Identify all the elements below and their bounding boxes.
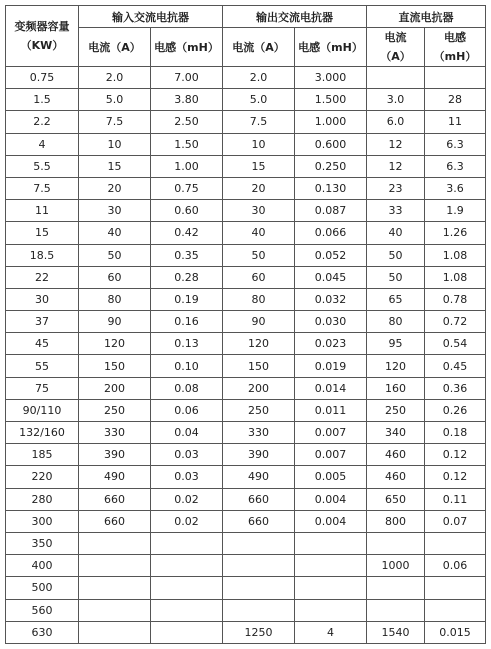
dc-current-cell: 40: [367, 222, 425, 244]
output-inductance-cell: 3.000: [295, 67, 367, 89]
table-row: [6, 200, 486, 222]
output-current-cell: 80: [223, 288, 295, 310]
output-inductance-cell: 4: [295, 621, 367, 643]
dc-inductance-unit: （mH）: [433, 50, 477, 63]
input-inductance-cell: [151, 621, 223, 643]
output-current-cell: 390: [223, 444, 295, 466]
output-inductance-cell: 0.087: [295, 200, 367, 222]
dc-inductance-cell: 1.26: [425, 222, 486, 244]
output-inductance-cell: 0.045: [295, 266, 367, 288]
capacity-cell: 400: [6, 555, 79, 577]
output-current-cell: 250: [223, 399, 295, 421]
capacity-cell: 280: [6, 488, 79, 510]
dc-current-cell: 50: [367, 266, 425, 288]
dc-current-cell: 120: [367, 355, 425, 377]
table-row: [6, 577, 486, 599]
output-current-cell: 20: [223, 177, 295, 199]
dc-current-header: [367, 28, 425, 67]
table-row: [6, 111, 486, 133]
capacity-cell: 45: [6, 333, 79, 355]
capacity-cell: 37: [6, 311, 79, 333]
output-current-cell: 120: [223, 333, 295, 355]
dc-inductance-cell: 0.18: [425, 422, 486, 444]
capacity-cell: 220: [6, 466, 79, 488]
output-inductance-cell: [295, 577, 367, 599]
output-inductance-cell: 0.011: [295, 399, 367, 421]
dc-current-cell: 650: [367, 488, 425, 510]
input-current-cell: 120: [79, 333, 151, 355]
table-row: [6, 222, 486, 244]
input-inductance-cell: 0.03: [151, 466, 223, 488]
dc-inductance-cell: 1.08: [425, 266, 486, 288]
output-current-cell: 2.0: [223, 67, 295, 89]
dc-inductance-label: 电感: [444, 31, 466, 44]
table-row: [6, 266, 486, 288]
input-current-cell: 60: [79, 266, 151, 288]
table-row: [6, 555, 486, 577]
input-current-cell: 5.0: [79, 89, 151, 111]
dc-current-cell: 50: [367, 244, 425, 266]
input-inductance-cell: 2.50: [151, 111, 223, 133]
input-current-cell: 390: [79, 444, 151, 466]
dc-current-cell: 33: [367, 200, 425, 222]
input-current-header: 电流（A）: [79, 28, 151, 67]
input-current-cell: 50: [79, 244, 151, 266]
input-inductance-cell: 0.60: [151, 200, 223, 222]
output-inductance-cell: 0.007: [295, 444, 367, 466]
dc-current-cell: 6.0: [367, 111, 425, 133]
capacity-cell: 300: [6, 510, 79, 532]
dc-inductance-cell: 0.54: [425, 333, 486, 355]
dc-inductance-cell: 0.015: [425, 621, 486, 643]
dc-current-cell: 250: [367, 399, 425, 421]
output-inductance-cell: 0.052: [295, 244, 367, 266]
dc-reactor-header: 直流电抗器: [367, 6, 486, 28]
table-row: [6, 599, 486, 621]
input-current-cell: 15: [79, 155, 151, 177]
capacity-cell: 1.5: [6, 89, 79, 111]
output-inductance-cell: 0.007: [295, 422, 367, 444]
dc-inductance-cell: [425, 577, 486, 599]
dc-current-cell: [367, 532, 425, 554]
capacity-label: 变频器容量: [14, 20, 70, 33]
output-current-cell: [223, 577, 295, 599]
capacity-cell: 30: [6, 288, 79, 310]
dc-current-cell: [367, 67, 425, 89]
output-inductance-cell: [295, 555, 367, 577]
dc-current-cell: [367, 577, 425, 599]
capacity-cell: 11: [6, 200, 79, 222]
table-row: [6, 89, 486, 111]
output-inductance-cell: 0.005: [295, 466, 367, 488]
input-inductance-cell: [151, 555, 223, 577]
dc-current-cell: 12: [367, 133, 425, 155]
output-inductance-cell: 1.500: [295, 89, 367, 111]
dc-inductance-cell: 0.45: [425, 355, 486, 377]
input-current-cell: [79, 555, 151, 577]
table-row: [6, 399, 486, 421]
input-inductance-cell: [151, 532, 223, 554]
dc-inductance-cell: [425, 67, 486, 89]
input-inductance-cell: 0.10: [151, 355, 223, 377]
output-inductance-cell: 0.130: [295, 177, 367, 199]
dc-current-cell: 23: [367, 177, 425, 199]
dc-current-cell: 3.0: [367, 89, 425, 111]
input-inductance-cell: 0.75: [151, 177, 223, 199]
dc-current-cell: 340: [367, 422, 425, 444]
input-inductance-cell: [151, 599, 223, 621]
dc-inductance-header: [425, 28, 486, 67]
table-row: [6, 311, 486, 333]
table-row: [6, 333, 486, 355]
table-row: [6, 466, 486, 488]
output-current-cell: 330: [223, 422, 295, 444]
capacity-cell: 2.2: [6, 111, 79, 133]
capacity-unit: （KW）: [20, 39, 64, 52]
table-row: [6, 377, 486, 399]
output-current-cell: 30: [223, 200, 295, 222]
capacity-cell: 18.5: [6, 244, 79, 266]
output-current-cell: 60: [223, 266, 295, 288]
output-current-cell: 15: [223, 155, 295, 177]
output-current-cell: 1250: [223, 621, 295, 643]
input-inductance-cell: 0.42: [151, 222, 223, 244]
input-current-cell: 10: [79, 133, 151, 155]
table-row: [6, 510, 486, 532]
output-current-cell: 10: [223, 133, 295, 155]
table-row: [6, 244, 486, 266]
output-inductance-cell: 0.004: [295, 510, 367, 532]
capacity-cell: 560: [6, 599, 79, 621]
output-inductance-cell: 0.600: [295, 133, 367, 155]
table-row: [6, 488, 486, 510]
input-inductance-cell: 0.19: [151, 288, 223, 310]
table-row: [6, 532, 486, 554]
capacity-cell: 15: [6, 222, 79, 244]
dc-current-cell: 80: [367, 311, 425, 333]
input-inductance-cell: 0.13: [151, 333, 223, 355]
output-current-cell: 200: [223, 377, 295, 399]
capacity-cell: 630: [6, 621, 79, 643]
table-row: [6, 177, 486, 199]
dc-inductance-cell: 0.78: [425, 288, 486, 310]
input-current-cell: [79, 621, 151, 643]
input-current-cell: 200: [79, 377, 151, 399]
dc-current-cell: 460: [367, 466, 425, 488]
capacity-cell: 132/160: [6, 422, 79, 444]
dc-current-cell: 800: [367, 510, 425, 532]
table-row: [6, 422, 486, 444]
dc-inductance-cell: 0.11: [425, 488, 486, 510]
input-current-cell: [79, 532, 151, 554]
output-current-cell: [223, 599, 295, 621]
dc-inductance-cell: 0.12: [425, 466, 486, 488]
output-current-cell: 90: [223, 311, 295, 333]
input-current-cell: 490: [79, 466, 151, 488]
input-current-cell: 20: [79, 177, 151, 199]
input-current-cell: 40: [79, 222, 151, 244]
input-current-cell: 150: [79, 355, 151, 377]
table-row: [6, 67, 486, 89]
output-inductance-cell: 0.250: [295, 155, 367, 177]
output-inductance-cell: [295, 532, 367, 554]
reactor-spec-table: [5, 5, 486, 644]
output-current-cell: 660: [223, 488, 295, 510]
output-inductance-cell: 0.030: [295, 311, 367, 333]
dc-inductance-cell: 0.26: [425, 399, 486, 421]
output-current-header: 电流（A）: [223, 28, 295, 67]
input-inductance-cell: 3.80: [151, 89, 223, 111]
output-reactor-header: 输出交流电抗器: [223, 6, 367, 28]
capacity-cell: 500: [6, 577, 79, 599]
capacity-cell: 75: [6, 377, 79, 399]
dc-inductance-cell: 6.3: [425, 133, 486, 155]
dc-current-cell: 65: [367, 288, 425, 310]
dc-inductance-cell: 0.12: [425, 444, 486, 466]
input-inductance-header: 电感（mH）: [151, 28, 223, 67]
dc-current-cell: 95: [367, 333, 425, 355]
input-inductance-cell: 0.35: [151, 244, 223, 266]
capacity-cell: 4: [6, 133, 79, 155]
dc-current-cell: 1540: [367, 621, 425, 643]
input-current-cell: [79, 599, 151, 621]
dc-current-cell: [367, 599, 425, 621]
input-current-cell: 30: [79, 200, 151, 222]
output-inductance-cell: [295, 599, 367, 621]
output-current-cell: 660: [223, 510, 295, 532]
dc-current-label: 电流: [384, 31, 407, 44]
dc-current-cell: 160: [367, 377, 425, 399]
output-inductance-cell: 0.004: [295, 488, 367, 510]
input-inductance-cell: 1.50: [151, 133, 223, 155]
table-row: [6, 288, 486, 310]
capacity-cell: 22: [6, 266, 79, 288]
output-inductance-cell: 0.066: [295, 222, 367, 244]
input-inductance-cell: 7.00: [151, 67, 223, 89]
table-row: [6, 155, 486, 177]
output-current-cell: 7.5: [223, 111, 295, 133]
table-body: [6, 67, 486, 644]
output-current-cell: 490: [223, 466, 295, 488]
dc-inductance-cell: 1.08: [425, 244, 486, 266]
input-inductance-cell: 0.02: [151, 510, 223, 532]
input-inductance-cell: 1.00: [151, 155, 223, 177]
dc-inductance-cell: [425, 532, 486, 554]
input-inductance-cell: 0.03: [151, 444, 223, 466]
input-current-cell: [79, 577, 151, 599]
dc-inductance-cell: 0.06: [425, 555, 486, 577]
input-current-cell: 250: [79, 399, 151, 421]
output-inductance-cell: 0.019: [295, 355, 367, 377]
input-inductance-cell: 0.28: [151, 266, 223, 288]
dc-inductance-cell: 0.07: [425, 510, 486, 532]
output-current-cell: 50: [223, 244, 295, 266]
output-inductance-cell: 1.000: [295, 111, 367, 133]
input-current-cell: 7.5: [79, 111, 151, 133]
output-inductance-cell: 0.014: [295, 377, 367, 399]
output-inductance-header: 电感（mH）: [295, 28, 367, 67]
output-inductance-cell: 0.032: [295, 288, 367, 310]
capacity-cell: 0.75: [6, 67, 79, 89]
table-header: [6, 6, 486, 67]
input-current-cell: 2.0: [79, 67, 151, 89]
input-inductance-cell: 0.08: [151, 377, 223, 399]
capacity-cell: 5.5: [6, 155, 79, 177]
header-row-groups: [6, 6, 486, 28]
output-current-cell: 5.0: [223, 89, 295, 111]
dc-current-unit: （A）: [380, 50, 411, 63]
capacity-cell: 185: [6, 444, 79, 466]
table-row: [6, 133, 486, 155]
capacity-cell: 55: [6, 355, 79, 377]
dc-inductance-cell: 0.72: [425, 311, 486, 333]
dc-current-cell: 12: [367, 155, 425, 177]
dc-inductance-cell: [425, 599, 486, 621]
output-inductance-cell: 0.023: [295, 333, 367, 355]
input-current-cell: 90: [79, 311, 151, 333]
output-current-cell: 150: [223, 355, 295, 377]
output-current-cell: 40: [223, 222, 295, 244]
input-inductance-cell: 0.16: [151, 311, 223, 333]
table-row: [6, 444, 486, 466]
dc-inductance-cell: 11: [425, 111, 486, 133]
input-current-cell: 80: [79, 288, 151, 310]
input-current-cell: 660: [79, 510, 151, 532]
input-current-cell: 660: [79, 488, 151, 510]
dc-current-cell: 460: [367, 444, 425, 466]
capacity-cell: 350: [6, 532, 79, 554]
dc-current-cell: 1000: [367, 555, 425, 577]
input-inductance-cell: 0.06: [151, 399, 223, 421]
output-current-cell: [223, 532, 295, 554]
capacity-cell: 7.5: [6, 177, 79, 199]
dc-inductance-cell: 3.6: [425, 177, 486, 199]
table-row: [6, 621, 486, 643]
dc-inductance-cell: 0.36: [425, 377, 486, 399]
reactor-spec-table-container: [5, 5, 486, 644]
table-row: [6, 355, 486, 377]
input-inductance-cell: [151, 577, 223, 599]
input-current-cell: 330: [79, 422, 151, 444]
output-current-cell: [223, 555, 295, 577]
capacity-cell: 90/110: [6, 399, 79, 421]
input-inductance-cell: 0.02: [151, 488, 223, 510]
input-reactor-header: 输入交流电抗器: [79, 6, 223, 28]
dc-inductance-cell: 28: [425, 89, 486, 111]
capacity-header: [6, 6, 79, 67]
input-inductance-cell: 0.04: [151, 422, 223, 444]
dc-inductance-cell: 6.3: [425, 155, 486, 177]
dc-inductance-cell: 1.9: [425, 200, 486, 222]
